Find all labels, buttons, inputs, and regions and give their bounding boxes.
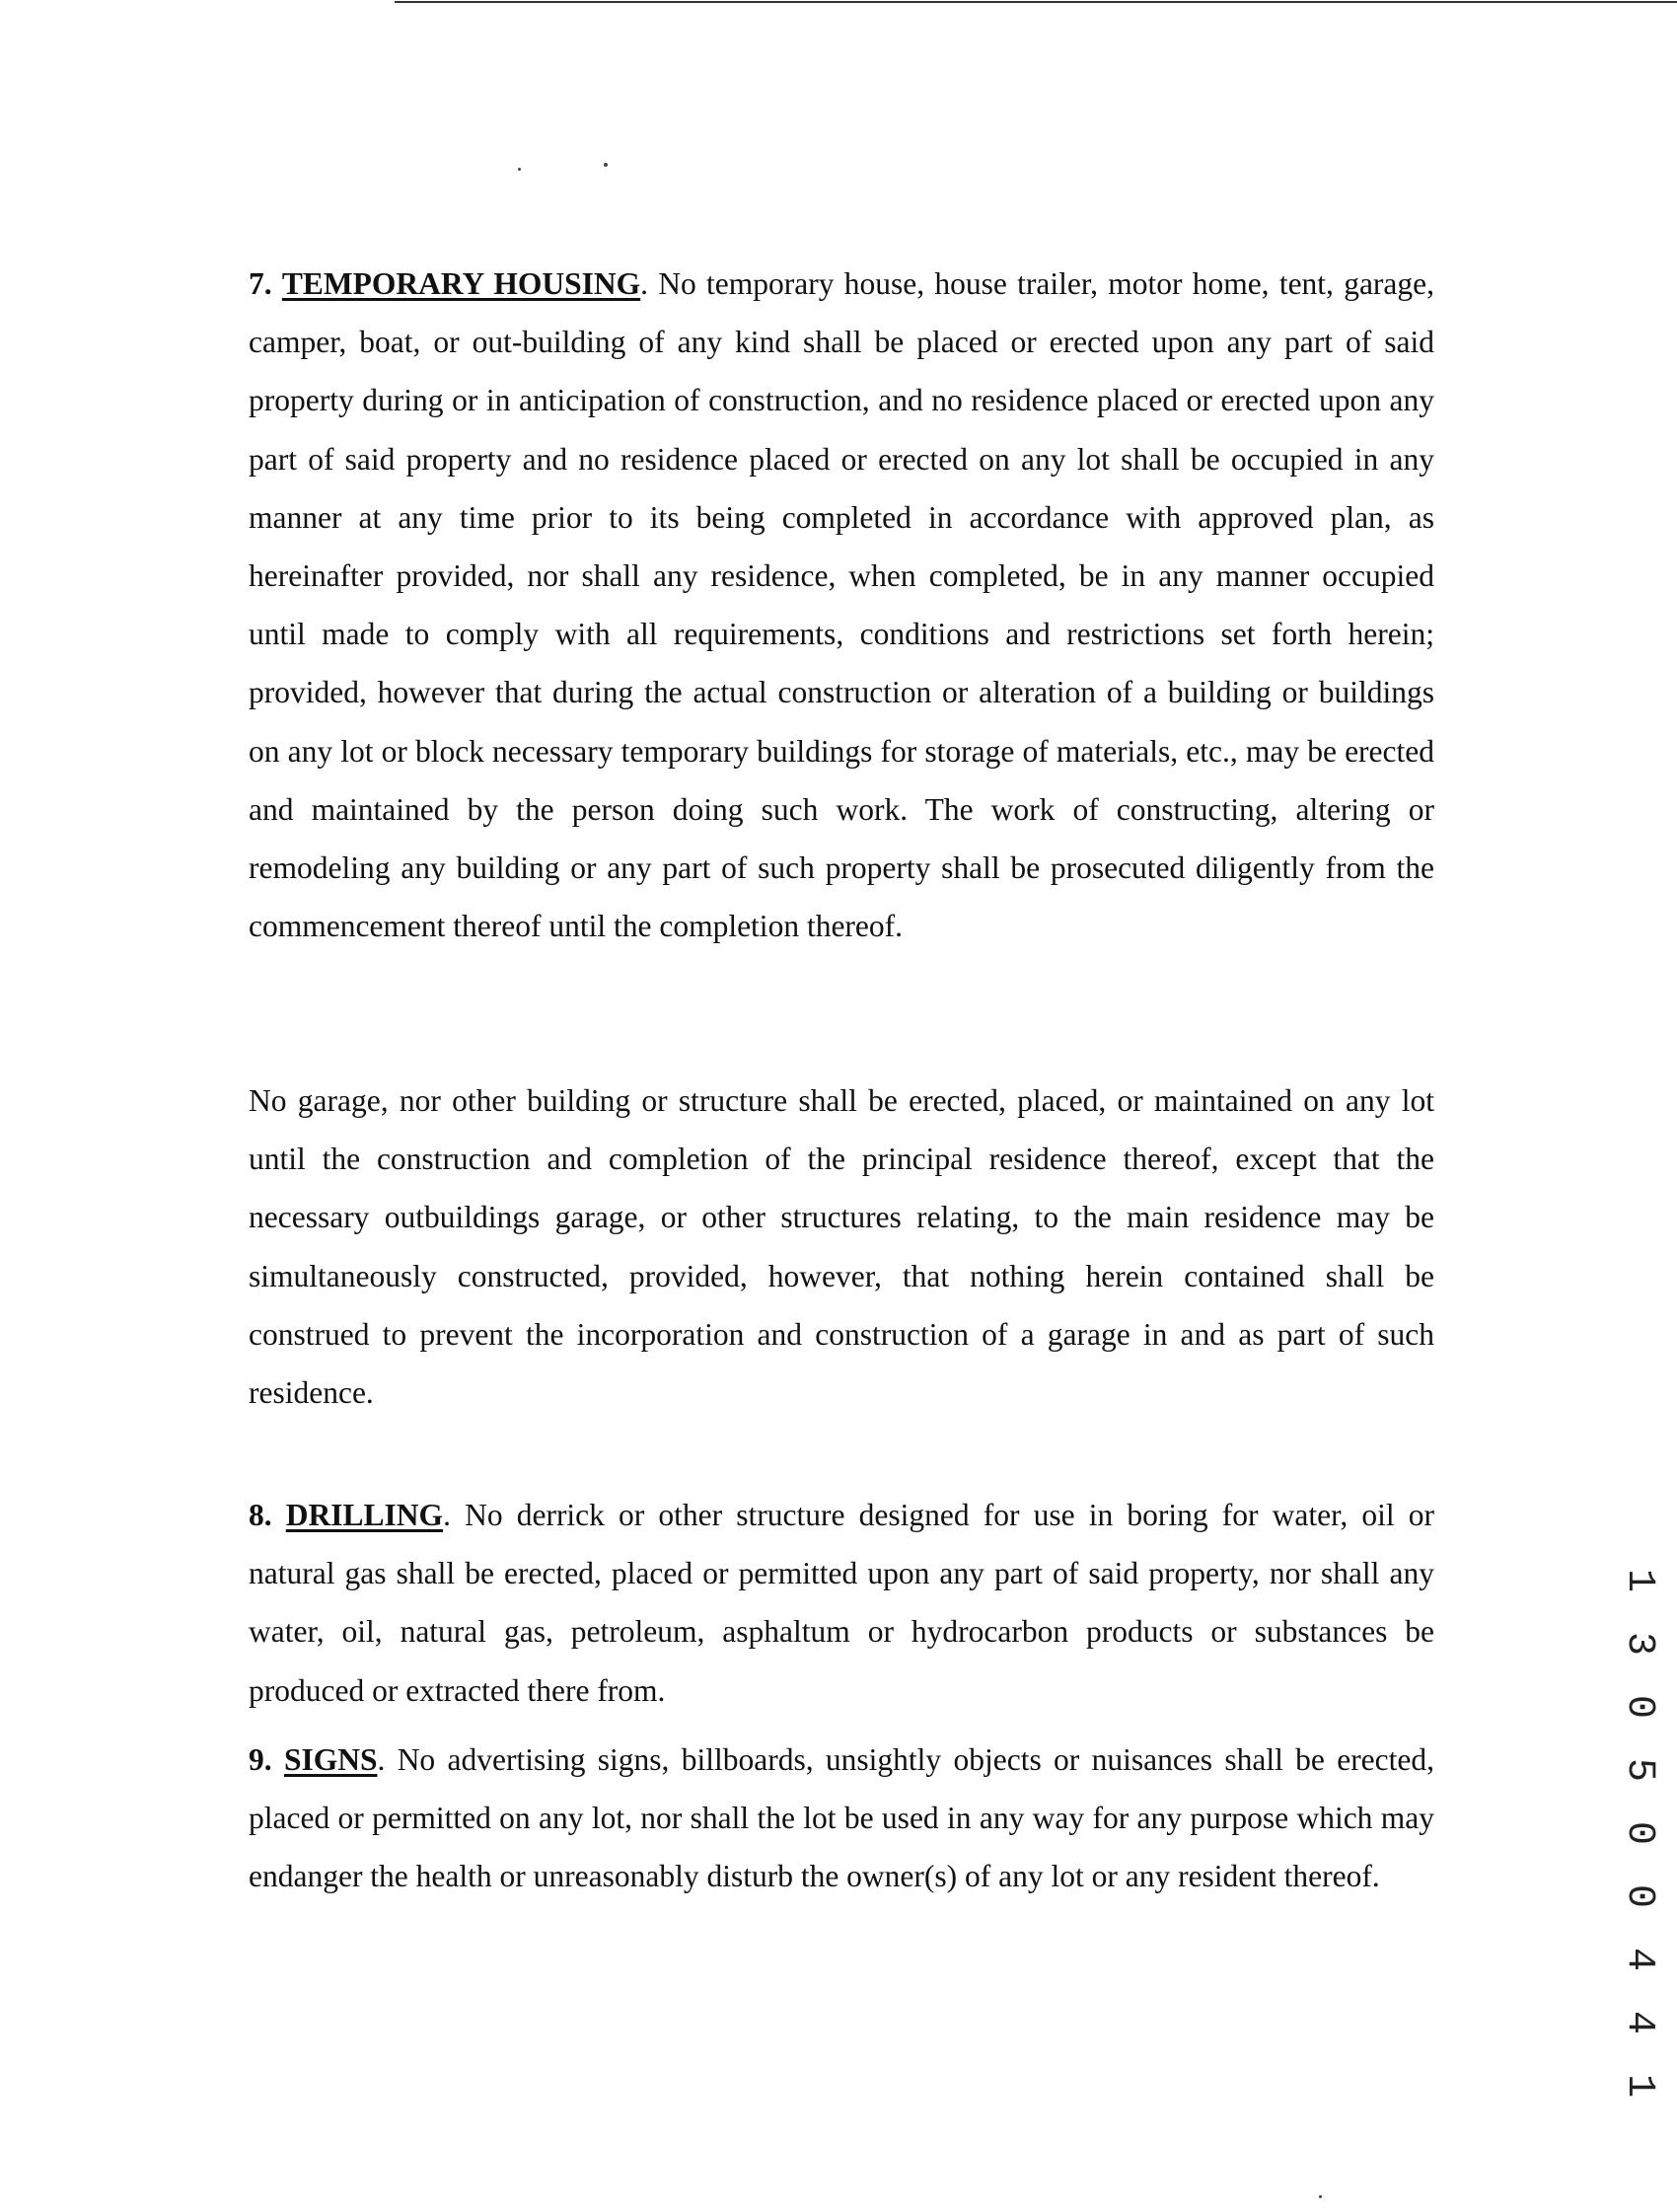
section-7-number: 7. [249, 266, 272, 301]
scan-speck [1319, 2195, 1322, 2198]
scan-top-edge [395, 1, 1677, 3]
section-8-body: . No derrick or other structure designed for use in boring for water, oil or natural gas shall be erected, placed or permitted upon any part of said property, nor shall any water, oil, natural gas, petroleum, asphaltum or hydrocarbon products or substances be produced or extracted there from. [249, 1498, 1434, 1708]
section-9-body: . No advertising signs, billboards, unsightly objects or nuisances shall be erected, placed or permitted on any lot, nor shall the lot be used in any way for any purpose which may endanger the health or unreasonably disturb the owner(s) of any lot or any resident thereof. [249, 1742, 1435, 1894]
side-stamp-text: 1 3 0 5 0 0 4 4 1 [1617, 1569, 1661, 2106]
scan-speck [518, 168, 521, 171]
section-7-paragraph-2: No garage, nor other building or structure shall be erected, placed, or maintained on any lot until the construction and completion of the principal residence thereof, except that the necessary outbuildings garage, or other structures relating, to the main residence may be simultaneously constructed, provided, however, that nothing herein contained shall be construed to prevent the incorporation and construction of a garage in and as part of such residence. [249, 1083, 1434, 1411]
section-8-title: DRILLING [285, 1498, 444, 1532]
section-9-paragraph [249, 1731, 1434, 1906]
section-8-paragraph [249, 1486, 1434, 1720]
section-7-body: . No temporary house, house trailer, motor home, tent, garage, camper, boat, or out-building of any kind shall be placed or erected upon any part of said property during or in anticipation of construction, and no residence placed or erected upon any part of said property and no residence placed or erected on any lot shall be occupied in any manner at any time prior to its being completed in accordance with approved plan, as hereinafter provided, nor shall any residence, when completed, be in any manner occupied until made to comply with all requirements, conditions and restrictions set forth herein; provided, however that during the actual construction or alteration of a building or buildings on any lot or block necessary temporary buildings for storage of materials, etc., may be erected and maintained by the person doing such work. The work of constructing, altering or remodeling any building or any part of such property shall be prosecuted diligently from the commencement thereof until the completion thereof. [249, 266, 1434, 944]
section-9-number: 9. [249, 1742, 272, 1777]
section-8-number: 8. [249, 1498, 272, 1532]
section-9-title: SIGNS [283, 1742, 378, 1777]
section-7-title: TEMPORARY HOUSING [281, 266, 641, 301]
side-document-number [1617, 1569, 1661, 2212]
scan-speck [604, 163, 608, 167]
section-7-paragraph [249, 255, 1434, 955]
